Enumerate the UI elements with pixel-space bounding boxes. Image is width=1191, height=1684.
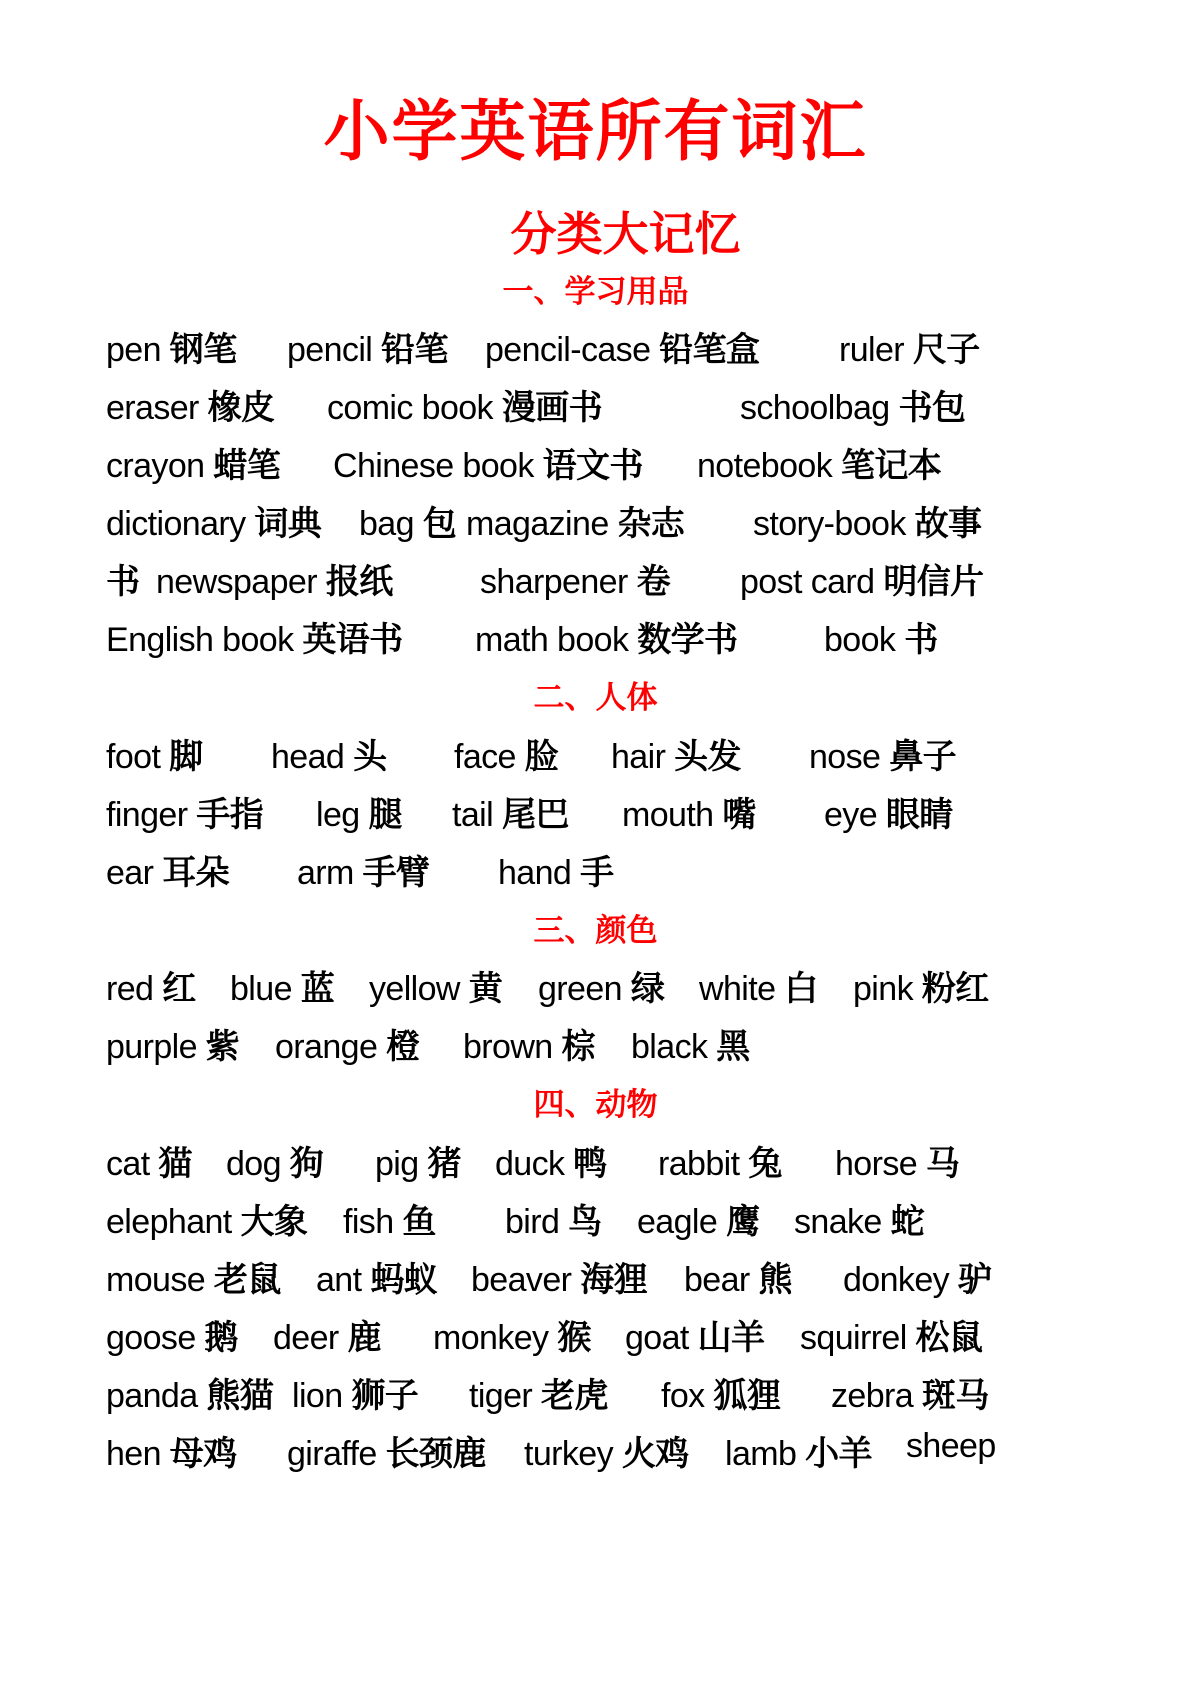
- chinese-meaning: 蚂蚁: [370, 1260, 438, 1300]
- vocab-entry: [469, 1368, 608, 1417]
- chinese-meaning: 绿: [630, 969, 665, 1009]
- chinese-meaning: 大象: [240, 1202, 308, 1242]
- english-word: sheep: [906, 1427, 996, 1465]
- chinese-meaning: 脚: [169, 737, 203, 777]
- chinese-meaning: 报纸: [325, 562, 393, 602]
- chinese-meaning: 蜡笔: [213, 446, 281, 486]
- english-word: ear: [106, 854, 154, 892]
- english-word: finger: [106, 796, 188, 834]
- vocab-entry: [800, 1310, 982, 1359]
- vocab-entry: [684, 1252, 792, 1301]
- chinese-meaning: 小羊: [805, 1434, 872, 1474]
- vocab-entry: [485, 322, 759, 371]
- vocab-entry: [106, 380, 274, 429]
- section-heading: 四、动物: [533, 1087, 658, 1123]
- vocab-entry: [156, 554, 393, 603]
- english-word: leg: [316, 796, 360, 834]
- vocab-entry: [106, 1136, 192, 1185]
- vocab-row: [0, 380, 1191, 430]
- vocab-entry: [463, 1019, 595, 1068]
- vocab-row: [0, 1368, 1191, 1418]
- vocab-row: [0, 554, 1191, 604]
- english-word: turkey: [524, 1435, 613, 1473]
- chinese-meaning: 黑: [716, 1027, 750, 1067]
- vocab-entry: [273, 1310, 381, 1359]
- vocab-entry: [740, 554, 984, 603]
- english-word: pig: [375, 1145, 419, 1183]
- english-word: white: [699, 970, 776, 1008]
- english-word: pen: [106, 331, 161, 369]
- english-word: goat: [625, 1319, 689, 1357]
- english-word: pink: [853, 970, 913, 1008]
- english-word: arm: [297, 854, 354, 892]
- chinese-meaning: 熊猫: [206, 1376, 274, 1416]
- english-word: comic book: [327, 389, 493, 427]
- chinese-meaning: 兔: [748, 1144, 782, 1184]
- english-word: magazine: [466, 505, 609, 543]
- vocab-entry: [794, 1194, 924, 1243]
- vocab-entry: [622, 787, 756, 836]
- vocab-entry: [824, 612, 938, 661]
- vocab-row: [0, 1310, 1191, 1360]
- chinese-meaning: 棕: [561, 1027, 595, 1067]
- chinese-meaning: 鸟: [568, 1202, 602, 1242]
- english-word: eraser: [106, 389, 199, 427]
- english-word: orange: [275, 1028, 378, 1066]
- english-word: hand: [498, 854, 572, 892]
- english-word: head: [271, 738, 345, 776]
- chinese-meaning: 书包: [898, 388, 966, 428]
- english-word: schoolbag: [740, 389, 890, 427]
- chinese-meaning: 头发: [674, 737, 741, 777]
- vocab-entry: [106, 961, 196, 1010]
- english-word: rabbit: [658, 1145, 740, 1183]
- english-word: fish: [343, 1203, 394, 1241]
- chinese-meaning: 紫: [205, 1027, 240, 1067]
- chinese-meaning: 卷: [636, 562, 670, 602]
- english-word: snake: [794, 1203, 882, 1241]
- vocab-entry: [106, 1252, 281, 1301]
- vocab-entry: [106, 1194, 307, 1243]
- vocab-entry: [697, 438, 941, 487]
- vocab-entry: [824, 787, 953, 836]
- vocab-entry: [906, 1426, 996, 1466]
- vocab-entry: [661, 1368, 780, 1417]
- chinese-meaning: 语文书: [542, 446, 643, 486]
- chinese-meaning: 粉红: [921, 969, 989, 1009]
- vocab-row: [0, 438, 1191, 488]
- english-word: bird: [505, 1203, 560, 1241]
- english-word: monkey: [433, 1319, 549, 1357]
- vocab-row: [0, 612, 1191, 662]
- vocab-entry: [471, 1252, 647, 1301]
- vocab-entry: [637, 1194, 759, 1243]
- chinese-meaning: 鼻子: [889, 737, 956, 777]
- english-word: blue: [230, 970, 292, 1008]
- section-heading: 二、人体: [533, 680, 658, 716]
- english-word: yellow: [369, 970, 460, 1008]
- vocab-entry: [611, 729, 741, 778]
- chinese-meaning: 杂志: [617, 504, 685, 544]
- vocab-row: [0, 1194, 1191, 1244]
- chinese-meaning: 猪: [427, 1144, 461, 1184]
- page-title: 小学英语所有词汇: [323, 93, 868, 170]
- vocab-entry: [316, 787, 402, 836]
- vocab-entry: [333, 438, 643, 487]
- vocab-entry: [524, 1426, 689, 1475]
- english-word: newspaper: [156, 563, 317, 601]
- vocab-entry: [831, 1368, 989, 1417]
- vocab-entry: [475, 612, 737, 661]
- english-word: donkey: [843, 1261, 950, 1299]
- vocab-entry: [753, 496, 981, 545]
- english-word: deer: [273, 1319, 339, 1357]
- vocab-entry: [106, 1368, 273, 1417]
- vocab-entry: [658, 1136, 782, 1185]
- chinese-meaning: 斑马: [921, 1376, 989, 1416]
- chinese-meaning: 铅笔盒: [659, 330, 760, 370]
- english-word: goose: [106, 1319, 196, 1357]
- english-word: pencil-case: [485, 331, 651, 369]
- chinese-meaning: 橡皮: [207, 388, 275, 428]
- vocab-entry: [316, 1252, 437, 1301]
- chinese-meaning: 故事: [914, 504, 982, 544]
- english-word: foot: [106, 738, 161, 776]
- chinese-meaning: 母鸡: [169, 1434, 237, 1474]
- chinese-meaning: 耳朵: [162, 853, 230, 893]
- chinese-meaning: 猫: [158, 1144, 192, 1184]
- vocab-entry: [327, 380, 602, 429]
- vocab-entry: [725, 1426, 872, 1475]
- chinese-meaning: 猴: [557, 1318, 591, 1358]
- page-subtitle: 分类大记忆: [510, 207, 741, 261]
- vocab-entry: [106, 438, 280, 487]
- english-word: lamb: [725, 1435, 797, 1473]
- chinese-meaning: 黄: [468, 969, 503, 1009]
- vocab-entry: [538, 961, 664, 1010]
- chinese-meaning: 红: [162, 969, 196, 1009]
- section-heading: 一、学习用品: [502, 274, 689, 310]
- vocab-row: [0, 1426, 1191, 1476]
- vocab-entry: [843, 1252, 991, 1301]
- chinese-meaning: 熊: [758, 1260, 792, 1300]
- vocab-entry: [230, 961, 334, 1010]
- english-word: cat: [106, 1145, 150, 1183]
- vocab-entry: [505, 1194, 602, 1243]
- chinese-meaning: 海狸: [580, 1260, 648, 1300]
- vocab-entry: [106, 496, 321, 545]
- chinese-meaning: 词典: [254, 504, 322, 544]
- english-word: eye: [824, 796, 878, 834]
- vocab-entry: [495, 1136, 607, 1185]
- english-word: face: [454, 738, 516, 776]
- chinese-meaning: 蛇: [890, 1202, 924, 1242]
- vocab-entry: [498, 845, 614, 894]
- english-word: zebra: [831, 1377, 914, 1415]
- chinese-meaning: 笔记本: [840, 446, 942, 486]
- chinese-meaning: 蓝: [300, 969, 335, 1009]
- vocab-row: [0, 787, 1191, 837]
- vocab-row: [0, 845, 1191, 895]
- chinese-meaning: 手: [580, 853, 614, 893]
- english-word: crayon: [106, 447, 205, 485]
- vocab-row: [0, 1252, 1191, 1302]
- english-word: mouth: [622, 796, 714, 834]
- english-word: nose: [809, 738, 881, 776]
- chinese-meaning: 包: [422, 504, 457, 544]
- vocab-entry: [480, 554, 670, 603]
- english-word: pencil: [287, 331, 373, 369]
- english-word: notebook: [697, 447, 833, 485]
- english-word: post card: [740, 563, 875, 601]
- chinese-meaning: 橙: [386, 1027, 420, 1067]
- english-word: eagle: [637, 1203, 718, 1241]
- chinese-meaning: 鱼: [402, 1202, 436, 1242]
- chinese-meaning: 手臂: [362, 853, 430, 893]
- vocab-entry: [369, 961, 502, 1010]
- vocab-entry: [106, 1310, 238, 1359]
- vocab-row: [0, 961, 1191, 1011]
- vocab-row: [0, 322, 1191, 372]
- vocab-entry: [809, 729, 956, 778]
- vocab-entry: [631, 1019, 750, 1068]
- chinese-meaning: 狐狸: [713, 1376, 781, 1416]
- vocab-entry: [275, 1019, 420, 1068]
- vocab-entry: [106, 1019, 239, 1068]
- english-word: beaver: [471, 1261, 572, 1299]
- chinese-meaning: 数学书: [637, 620, 738, 660]
- chinese-meaning: 手指: [196, 795, 264, 835]
- chinese-meaning: 尺子: [912, 330, 980, 370]
- english-word: story-book: [753, 505, 906, 543]
- chinese-meaning: 明信片: [883, 562, 984, 602]
- vocab-entry: [106, 612, 403, 661]
- vocab-row: [0, 496, 1191, 546]
- vocab-entry: [106, 322, 237, 371]
- chinese-meaning: 驴: [957, 1260, 992, 1300]
- chinese-meaning: 狗: [289, 1144, 324, 1184]
- vocab-entry: [271, 729, 387, 778]
- vocab-row: [0, 1019, 1191, 1069]
- chinese-meaning: 狮子: [351, 1376, 419, 1416]
- chinese-meaning: 马: [925, 1144, 960, 1184]
- english-word: brown: [463, 1028, 553, 1066]
- vocab-row: [0, 1136, 1191, 1186]
- vocab-entry: [226, 1136, 323, 1185]
- chinese-meaning: 山羊: [697, 1318, 765, 1358]
- vocab-entry: [699, 961, 818, 1010]
- vocab-entry: [740, 380, 965, 429]
- chinese-meaning: 眼睛: [885, 795, 953, 835]
- chinese-meaning: 英语书: [302, 620, 403, 660]
- english-word: tail: [452, 796, 494, 834]
- vocab-entry: [452, 787, 569, 836]
- chinese-meaning: 嘴: [722, 795, 756, 835]
- vocab-entry: [359, 496, 456, 545]
- english-word: duck: [495, 1145, 565, 1183]
- chinese-meaning: 钢笔: [169, 330, 237, 370]
- vocab-entry: [853, 961, 989, 1010]
- chinese-meaning: 鸭: [573, 1144, 607, 1184]
- section-heading: 三、颜色: [533, 913, 658, 949]
- chinese-meaning: 老虎: [541, 1376, 608, 1416]
- chinese-meaning: 白: [784, 969, 818, 1009]
- english-word: ruler: [839, 331, 905, 369]
- english-word: red: [106, 970, 154, 1008]
- english-word: math book: [475, 621, 629, 659]
- english-word: bear: [684, 1261, 750, 1299]
- english-word: giraffe: [287, 1435, 377, 1473]
- vocab-row: [0, 729, 1191, 779]
- vocab-entry: [835, 1136, 959, 1185]
- english-word: lion: [292, 1377, 343, 1415]
- english-word: hen: [106, 1435, 161, 1473]
- vocab-entry: [106, 845, 229, 894]
- english-word: hair: [611, 738, 666, 776]
- vocab-entry: [106, 1426, 237, 1475]
- chinese-meaning: 鹰: [726, 1202, 760, 1242]
- chinese-meaning: 脸: [524, 737, 559, 777]
- chinese-meaning: 老鼠: [213, 1260, 281, 1300]
- chinese-meaning: 长颈鹿: [385, 1434, 486, 1474]
- chinese-meaning: 头: [353, 737, 387, 777]
- english-word: fox: [661, 1377, 705, 1415]
- vocab-entry: [106, 729, 203, 778]
- vocab-entry: [466, 496, 684, 545]
- chinese-meaning: 铅笔: [381, 330, 448, 370]
- english-word: book: [824, 621, 896, 659]
- english-word: elephant: [106, 1203, 232, 1241]
- vocab-entry: [287, 322, 448, 371]
- vocab-entry: [297, 845, 429, 894]
- vocab-entry: [106, 554, 139, 603]
- english-word: Chinese book: [333, 447, 534, 485]
- chinese-meaning: 漫画书: [501, 388, 603, 428]
- english-word: dictionary: [106, 505, 246, 543]
- vocab-entry: [625, 1310, 764, 1359]
- chinese-meaning: 书: [106, 562, 140, 602]
- chinese-meaning: 火鸡: [621, 1434, 689, 1474]
- vocab-entry: [433, 1310, 591, 1359]
- vocab-entry: [343, 1194, 436, 1243]
- english-word: purple: [106, 1028, 197, 1066]
- chinese-meaning: 鹿: [347, 1318, 381, 1358]
- chinese-meaning: 尾巴: [501, 795, 569, 835]
- english-word: ant: [316, 1261, 362, 1299]
- english-word: black: [631, 1028, 708, 1066]
- english-word: tiger: [469, 1377, 533, 1415]
- english-word: dog: [226, 1145, 281, 1183]
- english-word: green: [538, 970, 622, 1008]
- english-word: bag: [359, 505, 414, 543]
- chinese-meaning: 腿: [368, 795, 402, 835]
- chinese-meaning: 鹅: [204, 1318, 238, 1358]
- vocab-entry: [287, 1426, 486, 1475]
- english-word: horse: [835, 1145, 918, 1183]
- english-word: English book: [106, 621, 294, 659]
- vocab-entry: [375, 1136, 461, 1185]
- vocab-entry: [106, 787, 263, 836]
- chinese-meaning: 书: [904, 620, 938, 660]
- chinese-meaning: 松鼠: [915, 1318, 983, 1358]
- vocab-entry: [454, 729, 558, 778]
- english-word: sharpener: [480, 563, 628, 601]
- vocab-entry: [839, 322, 980, 371]
- english-word: panda: [106, 1377, 198, 1415]
- vocab-entry: [292, 1368, 418, 1417]
- english-word: mouse: [106, 1261, 206, 1299]
- english-word: squirrel: [800, 1319, 907, 1357]
